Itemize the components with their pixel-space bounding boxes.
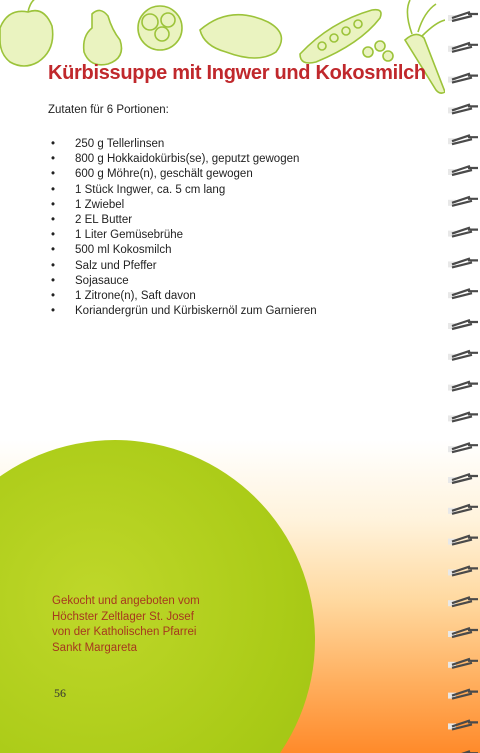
- binding-ring: [448, 720, 478, 729]
- binding-ring: [448, 74, 478, 83]
- credit-line: Höchster Zeltlager St. Josef: [52, 610, 194, 623]
- ingredient-item: • 800 g Hokkaidokürbis(se), geputzt gewogen: [48, 152, 317, 167]
- binding-ring: [448, 197, 478, 206]
- binding-ring: [448, 597, 478, 606]
- ingredient-item: • 1 Stück Ingwer, ca. 5 cm lang: [48, 183, 317, 198]
- ingredient-item: • Salz und Pfeffer: [48, 259, 317, 274]
- ingredient-item: • 1 Liter Gemüsebrühe: [48, 228, 317, 243]
- ingredient-item: • 1 Zwiebel: [48, 198, 317, 213]
- binding-ring: [448, 628, 478, 637]
- binding-ring: [448, 228, 478, 237]
- binding-ring: [448, 351, 478, 360]
- credit-line: Gekocht und angeboten vom: [52, 595, 200, 607]
- ingredient-item: • Koriandergrün und Kürbiskernöl zum Garnieren: [48, 304, 317, 319]
- page-number: 56: [54, 686, 66, 700]
- ingredient-item: • 2 EL Butter: [48, 213, 317, 228]
- ingredient-item: • 1 Zitrone(n), Saft davon: [48, 289, 317, 304]
- binding-ring: [448, 536, 478, 545]
- binding-ring: [448, 12, 478, 21]
- binding-ring: [448, 474, 478, 483]
- binding-ring: [448, 412, 478, 421]
- binding-ring: [448, 690, 478, 699]
- spiral-binding: [446, 0, 480, 753]
- ingredient-list: [48, 137, 317, 319]
- ingredient-item: • 600 g Möhre(n), geschält gewogen: [48, 167, 317, 182]
- servings-line: Zutaten für 6 Portionen:: [48, 104, 169, 116]
- binding-ring: [448, 566, 478, 575]
- ingredient-item: • 500 ml Kokosmilch: [48, 243, 317, 258]
- credit-line: von der Katholischen Pfarrei: [52, 626, 197, 638]
- ingredient-item: • 250 g Tellerlinsen: [48, 137, 317, 152]
- credit-line: Sankt Margareta: [52, 641, 138, 654]
- ingredient-item: • Sojasauce: [48, 274, 317, 289]
- credit-block: [52, 594, 200, 656]
- binding-ring: [448, 104, 478, 113]
- binding-ring: [448, 382, 478, 391]
- binding-ring: [448, 43, 478, 52]
- binding-ring: [448, 659, 478, 668]
- binding-ring: [448, 166, 478, 175]
- binding-ring: [448, 258, 478, 267]
- binding-ring: [448, 443, 478, 452]
- binding-ring: [448, 135, 478, 144]
- binding-ring: [448, 289, 478, 298]
- recipe-title: Kürbissuppe mit Ingwer und Kokosmilch: [48, 62, 426, 84]
- binding-ring: [448, 320, 478, 329]
- binding-ring: [448, 505, 478, 514]
